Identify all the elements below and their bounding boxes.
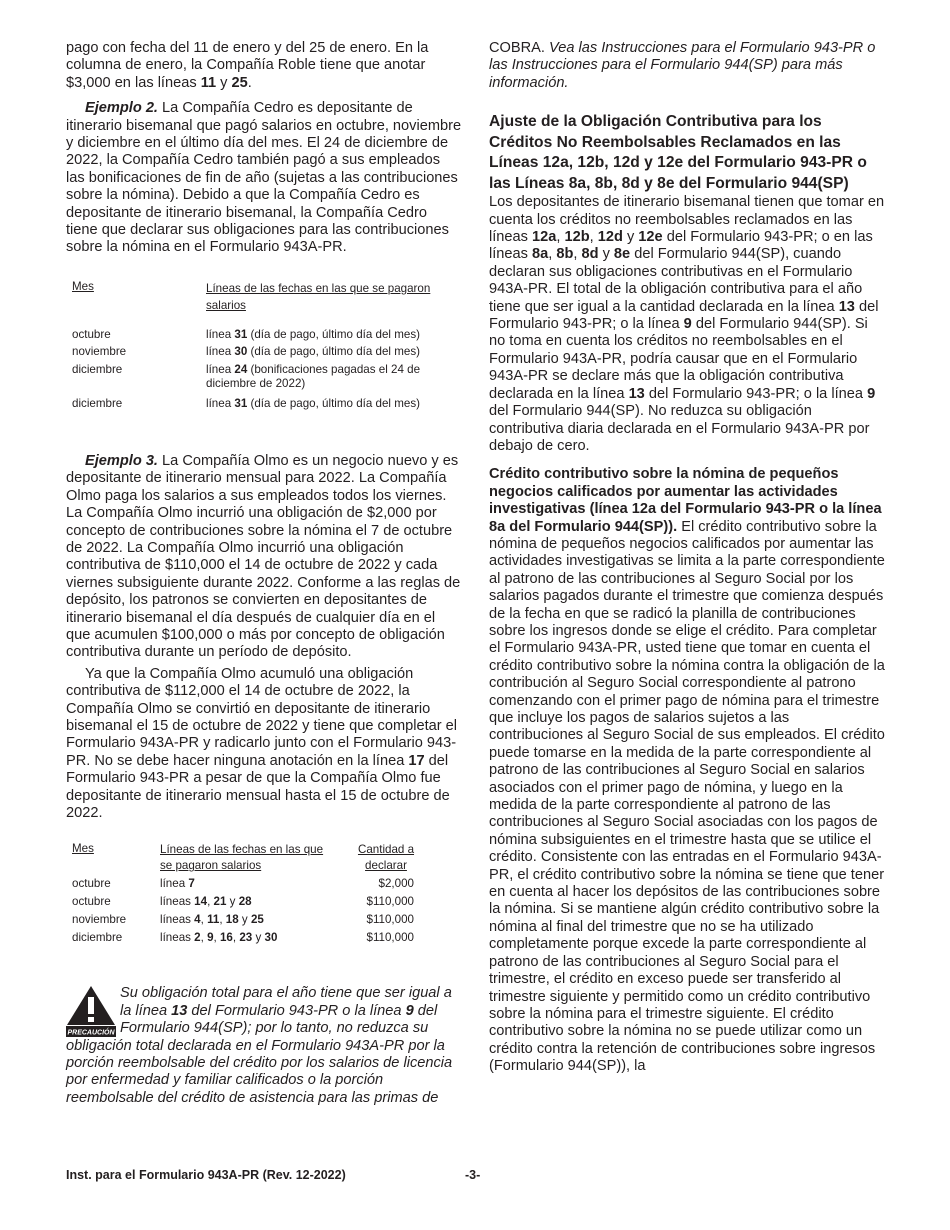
section-heading: Ajuste de la Obligación Contributiva para los Créditos No Reembolsables Reclamados en las Líneas 12a, 12b, 12d y 12e del Formulario 943-PR o las Líneas 8a, 8b, 8d y 8e del Formulario 944(SP) [489, 113, 867, 192]
table1-header-month: Mes [72, 279, 94, 293]
example-2-paragraph: Ejemplo 2. La Compañía Cedro es depositante de itinerario bisemanal que pagó salarios en octubre, noviembre y diciembre en el último día del mes. El 24 de diciembre de 2022, la Compañía Cedro también pagó a sus empleados las bonificaciones de fin de año (sujetas a las contribuciones sobre la nómina). Debido a que la Compañía Cedro es depositante de itinerario bisemanal, la Compañía Cedro tiene que declarar sus obligaciones para las contribuciones sobre la nómina en el Formulario 943A-PR. [66, 100, 462, 256]
table-row: octubre línea 7 $2,000 [72, 877, 414, 891]
table-row: noviembre líneas 4, 11, 18 y 25 $110,000 [72, 913, 414, 927]
table-row: octubre línea 31 (día de pago, último día del mes) [72, 327, 420, 341]
table-row: diciembre línea 24 (bonificaciones pagadas el 24 de diciembre de 2022) [72, 362, 421, 390]
page-number: -3- [465, 1168, 481, 1182]
example-3-label: Ejemplo 3. [85, 452, 158, 469]
paragraph-olmo: Ya que la Compañía Olmo acumuló una obligación contributiva de $112,000 el 14 de octubre de 2022, la Compañía Olmo se convirtió en depositante de itinerario bisemanal el 15 de octubre de 2022 y tiene que completar el Formulario 943A-PR y radicarlo junto con el Formulario 943-PR. No se debe hacer ninguna anotación en la línea 17 del Formulario 943-PR a pesar de que la Compañía Olmo fue depositante de itinerario mensual hasta el 15 de octubre de 2022. [66, 665, 458, 821]
table1-header-lines: Líneas de las fechas en las que se pagaron salarios [206, 281, 431, 312]
caution-note: PRECAUCIÓN Su obligación total para el año tiene que ser igual a la línea 13 del Formulario 943-PR o la línea 9 del Formulario 944(SP); por lo tanto, no reduzca su obligación total declarada en el Formulario 943A-PR por la porción reembolsable del crédito por los salarios de licencia por enfermedad y familiar calificados o la porción reembolsable del crédito de asistencia para las primas de [66, 985, 453, 1106]
table-row: noviembre línea 30 (día de pago, último día del mes) [72, 344, 420, 358]
paragraph-cobra: COBRA. Vea las Instrucciones para el Formulario 943-PR o las Instrucciones para el Formulario 944(SP) para más información. [489, 40, 876, 91]
table-row: diciembre líneas 2, 9, 16, 23 y 30 $110,000 [72, 931, 414, 945]
example-3-paragraph: Ejemplo 3. La Compañía Olmo es un negocio nuevo y es depositante de itinerario mensual para 2022. La Compañía Olmo paga los salarios a sus empleados todos los viernes. La Compañía Olmo incurrió una obligación de $2,000 por concepto de contribuciones sobre la nómina el 7 de octubre de 2022. La Compañía Olmo incurrió una obligación contributiva de $110,000 el 14 de octubre de 2022 y cada viernes subsiguiente durante 2022. Conforme a las reglas de depósito, los patronos se convierten en depositantes de itinerario bisemanal el día después de cualquier día en el que acumulen $100,000 o más por concepto de obligación contributiva durante un período de depósito. [66, 452, 461, 661]
table-row: octubre líneas 14, 21 y 28 $110,000 [72, 895, 414, 909]
caution-warning-icon [66, 985, 116, 1037]
table2-header-month: Mes [72, 842, 94, 856]
example-2-label: Ejemplo 2. [85, 100, 158, 117]
right-column [489, 40, 885, 1076]
table-row: diciembre línea 31 (día de pago, último día del mes) [72, 396, 420, 410]
table2-header-lines: Líneas de las fechas en las que se pagaron salarios [160, 843, 324, 873]
paragraph-research-credit: Crédito contributivo sobre la nómina de pequeños negocios calificados por aumentar las actividades investigativas (línea 12a del Formulario 943-PR o la línea 8a del Formulario 944(SP)). El crédito contributivo sobre la nómina de pequeños negocios calificados por aumentar las actividades investigativas se limita a la parte correspondiente al patrono de las contribuciones al Seguro Social por los salarios pagados durante el trimestre que comienza después de la fecha en que se radicó la planilla de contribuciones sobre los ingresos donde se elige el crédito. Para completar el Formulario 943A-PR, usted tiene que tomar en cuenta el crédito contributivo sobre la nómina contra la obligación de la contribución al Seguro Social correspondiente al patrono comenzando con el primer pago de nómina para el trimestre que incluye los pagos de salarios sujetos a las contribuciones al Seguro Social de sus empleados. El crédito puede tomarse en la medida de la parte correspondiente al patrono de las contribuciones al Seguro Social en salarios asociados con el primer pago de nómina, y luego en la medida de la parte correspondiente al patrono de las contribuciones al Seguro Social asociadas con los pagos de nómina subsiguientes en el trimestre hasta que se utilice el crédito. Consistente con las entradas en el Formulario 943A-PR, el crédito contributivo sobre la nómina se tiene que tener en cuenta al hacer los depósitos de las contribuciones sobre la nómina. Si se mantiene algún crédito contributivo sobre la nómina al final del trimestre que no se ha utilizado completamente porque excede la parte correspondiente al patrono de las contribuciones al Seguro Social para el trimestre, el crédito en exceso puede ser transferido al trimestre siguiente y permitido como un crédito contributivo sobre la nómina para el trimestre siguiente. El crédito contributivo sobre la nómina no se puede utilizar como un crédito contra la retención de contribuciones sobre ingresos (Formulario 944(SP)), la [489, 466, 885, 1075]
footer-form-title: Inst. para el Formulario 943A-PR (Rev. 12-2022) [66, 1168, 346, 1182]
table-olmo-amounts [72, 842, 426, 949]
left-column [66, 40, 462, 1107]
paragraph-roble: pago con fecha del 11 de enero y del 25 de enero. En la columna de enero, la Compañía Roble tiene que anotar $3,000 en las líneas 11 y 25. [66, 40, 429, 91]
table-biweekly-lines [72, 280, 452, 413]
caution-icon-label: PRECAUCIÓN [67, 1029, 115, 1037]
page-footer [66, 1168, 886, 1182]
research-credit-title: Crédito contributivo sobre la nómina de pequeños negocios calificados por aumentar las actividades investigativas (línea 12a del Formulario 943-PR o la línea 8a del Formulario 944(SP)). [489, 466, 882, 535]
table2-header-amount: Cantidad a declarar [357, 843, 415, 873]
paragraph-adjustment: Los depositantes de itinerario bisemanal tienen que tomar en cuenta los créditos no reembolsables reclamados en las líneas 12a, 12b, 12d y 12e del Formulario 943-PR; o en las líneas 8a, 8b, 8d y 8e del Formulario 944(SP), cuando declaran sus obligaciones contributivas en el Formulario 943A-PR. El total de la obligación contributiva para el año tiene que ser igual a la cantidad declarada en la línea 13 del Formulario 943-PR; o la línea 9 del Formulario 944(SP). Si no toma en cuenta los créditos no reembolsables en el Formulario 943A-PR, podría causar que en el Formulario 943A-PR se declare más que la obligación contributiva declarada en la línea 13 del Formulario 943-PR; o la línea 9 del Formulario 944(SP). No reduzca su obligación contributiva diaria declarada en el Formulario 943A-PR por debajo de cero. [489, 194, 885, 454]
